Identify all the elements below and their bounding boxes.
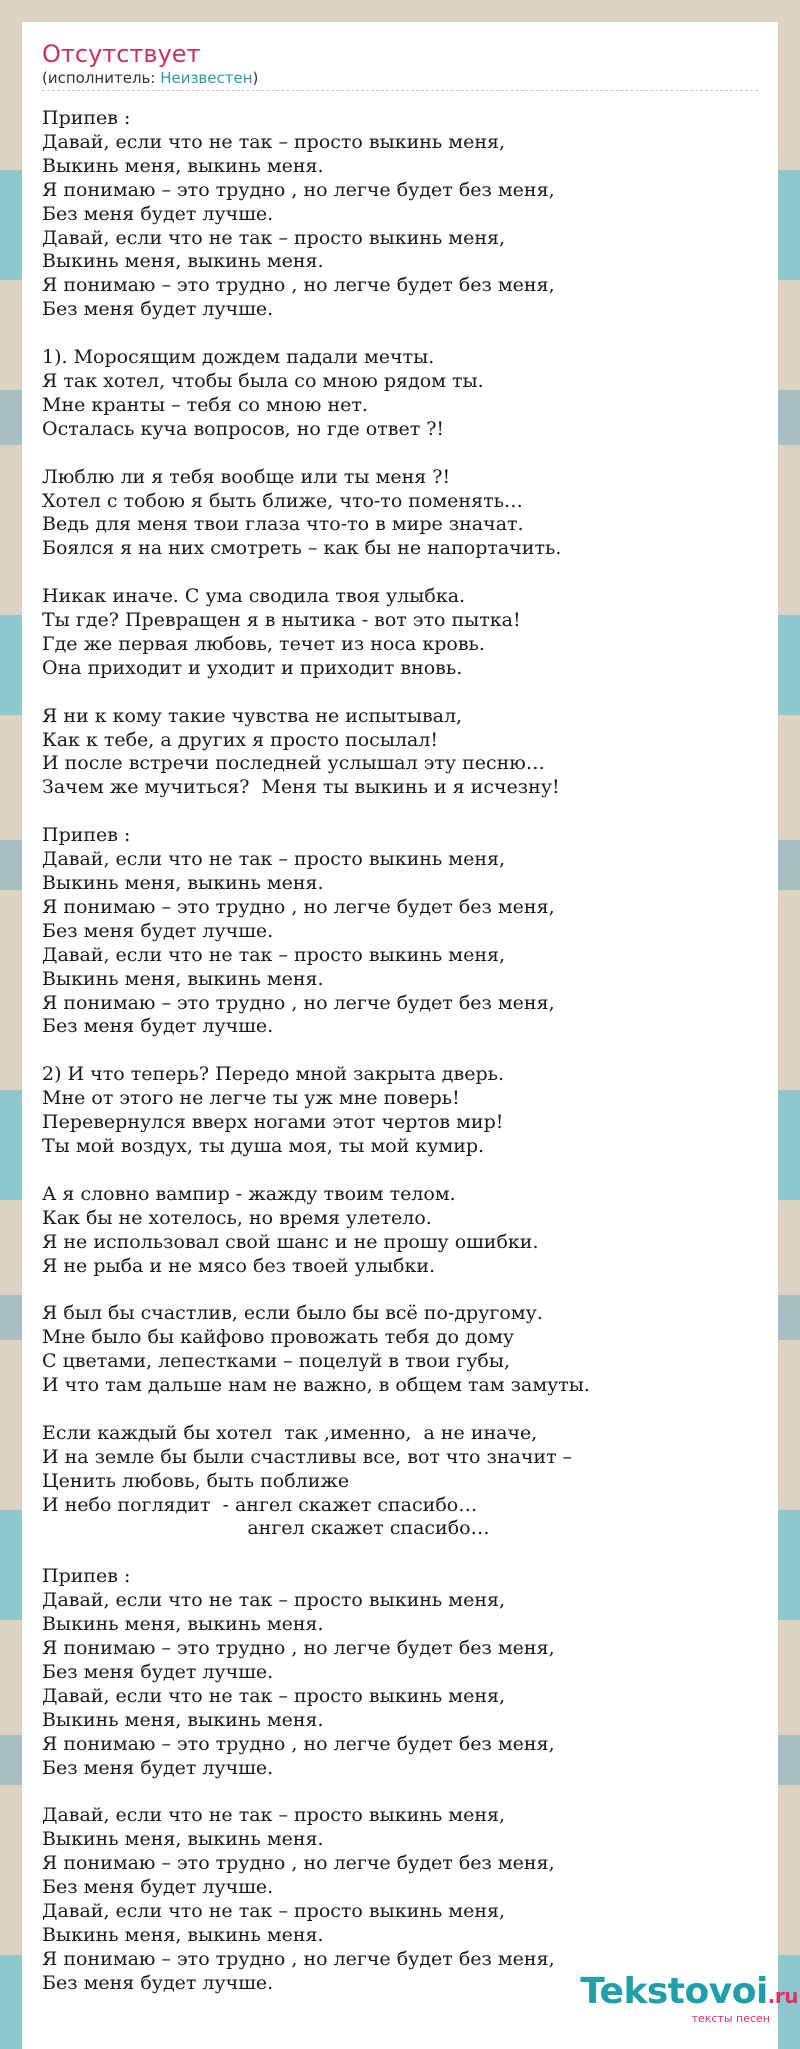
lyric-line: Давай, если что не так – просто выкинь меня, [42,1589,506,1612]
lyric-line: Мне было бы кайфово провожать тебя до дому [42,1326,515,1349]
lyric-line [42,1541,758,1565]
performer-suffix: ) [252,69,259,87]
lyric-line: Я понимаю – это трудно , но легче будет без меня, [42,1637,555,1659]
lyric-line: Я понимаю – это трудно , но легче будет без меня, [42,895,555,918]
lyric-line: Припев : [42,824,131,847]
lyric-line: Без меня будет лучше. [42,202,274,225]
performer-line [42,68,758,91]
lyric-line: Без меня будет лучше. [42,1756,274,1779]
lyric-line: Я понимаю – это трудно , но легче будет без меня, [42,274,555,297]
lyric-line: Я не использовал свой шанс и не прошу ошибки. [42,1230,539,1253]
lyric-line [42,800,758,824]
lyric-line [42,1780,758,1804]
lyric-line [42,442,758,466]
lyric-line: Давай, если что не так – просто выкинь меня, [42,226,506,249]
lyric-line: Я не рыба и не мясо без твоей улыбки. [42,1254,436,1277]
lyric-line: Без меня будет лучше. [42,1660,274,1683]
lyric-line: Без меня будет лучше. [42,1971,274,1994]
lyric-line: Перевернулся вверх ногами этот чертов мир! [42,1111,504,1134]
lyric-line: Она приходит и уходит и приходит вновь. [42,656,463,679]
lyric-line: Ты мой воздух, ты душа моя, ты мой кумир. [42,1134,485,1157]
lyric-line: Давай, если что не так – просто выкинь меня, [42,1804,506,1827]
logo-tld: .ru [767,1984,798,2008]
lyric-line: Я был бы счастлив, если было бы всё по-другому. [42,1302,543,1325]
lyric-line: Без меня будет лучше. [42,1015,274,1038]
lyric-line: Я понимаю – это трудно , но легче будет без меня, [42,1852,555,1875]
lyric-line: Я понимаю – это трудно , но легче будет без меня, [42,178,555,201]
lyric-line: И небо поглядит - ангел скажет спасибо… [42,1493,478,1516]
lyric-line: Выкинь меня, выкинь меня. [42,1828,324,1851]
lyric-line: Припев : [42,107,131,129]
lyric-line: 1). Моросящим дождем падали мечты. [42,346,435,369]
lyric-line: Без меня будет лучше. [42,298,274,321]
logo-name: Tekstovoi [580,1971,768,2012]
performer-link[interactable]: Неизвестен [160,69,253,87]
lyric-line: Выкинь меня, выкинь меня. [42,1613,324,1636]
song-title: Отсутствует [42,40,201,68]
lyric-line: 2) И что теперь? Передо мной закрыта дверь. [42,1063,504,1086]
lyric-line: Я понимаю – это трудно , но легче будет без меня, [42,991,555,1014]
lyric-line: Без меня будет лучше. [42,919,274,942]
lyric-line: Выкинь меня, выкинь меня. [42,967,324,990]
lyric-line: А я словно вампир - жажду твоим телом. [42,1182,456,1205]
logo-tagline: тексты песен [691,2012,770,2025]
lyric-line: Как к тебе, а других я просто посылал! [42,728,439,751]
lyric-line: Ведь для меня твои глаза что-то в мире значат. [42,513,524,536]
lyric-line: Без меня будет лучше. [42,1876,274,1899]
lyric-line: Ты где? Превращен я в нытика - вот это пытка! [42,609,521,632]
lyric-line [42,1398,758,1422]
lyric-line: Как бы не хотелось, но время улетело. [42,1206,432,1229]
lyric-line [42,561,758,585]
lyric-line: С цветами, лепестками – поцелуй в твои губы, [42,1350,511,1373]
lyric-line: Выкинь меня, выкинь меня. [42,154,324,177]
lyric-line: Давай, если что не так – просто выкинь меня, [42,848,506,871]
lyrics-text [42,107,758,1996]
lyric-line: Припев : [42,1565,131,1588]
lyric-line: Давай, если что не так – просто выкинь меня, [42,1899,506,1922]
performer-prefix: (исполнитель: [42,69,161,87]
lyric-line: И после встречи последней услышал эту песню… [42,752,545,775]
lyric-line [42,1278,758,1302]
lyric-line [42,681,758,705]
lyric-line: Если каждый бы хотел так ,именно, а не иначе, [42,1421,538,1444]
lyric-line: Выкинь меня, выкинь меня. [42,1923,324,1946]
lyric-line: Где же первая любовь, течет из носа кровь. [42,632,485,655]
lyric-line: И на земле бы были счастливы все, вот что значит – [42,1445,573,1468]
lyric-line: Я ни к кому такие чувства не испытывал, [42,704,463,727]
lyric-line: ангел скажет спасибо… [42,1517,490,1540]
lyric-line: Давай, если что не так – просто выкинь меня, [42,1684,506,1707]
lyric-line: Люблю ли я тебя вообще или ты меня ?! [42,465,451,488]
lyric-line: Мне кранты – тебя со мною нет. [42,393,368,416]
lyric-line: Никак иначе. С ума сводила твоя улыбка. [42,585,466,608]
lyric-line: Давай, если что не так – просто выкинь меня, [42,130,506,153]
lyric-line: Осталась куча вопросов, но где ответ ?! [42,417,445,440]
lyric-line: Мне от этого не легче ты уж мне поверь! [42,1087,460,1110]
lyric-line: Зачем же мучиться? Меня ты выкинь и я исчезну! [42,776,560,799]
lyric-line: Я понимаю – это трудно , но легче будет без меня, [42,1732,555,1755]
lyric-line [42,1159,758,1183]
site-logo[interactable] [580,1973,798,2025]
lyric-line [42,322,758,346]
lyric-line: Я понимаю – это трудно , но легче будет без меня, [42,1947,555,1970]
lyric-line [42,1039,758,1063]
lyric-line: И что там дальше нам не важно, в общем там замуты. [42,1374,590,1397]
lyric-line: Боялся я на них смотреть – как бы не напортачить. [42,537,562,560]
lyric-line: Выкинь меня, выкинь меня. [42,250,324,273]
lyrics-card [22,22,778,2049]
lyric-line: Я так хотел, чтобы была со мною рядом ты. [42,369,484,392]
lyric-line: Выкинь меня, выкинь меня. [42,872,324,894]
lyric-line: Давай, если что не так – просто выкинь меня, [42,943,506,966]
lyric-line: Хотел с тобою я быть ближе, что-то поменять… [42,489,523,512]
lyric-line: Выкинь меня, выкинь меня. [42,1708,324,1731]
lyric-line: Ценить любовь, быть поближе [42,1469,350,1492]
